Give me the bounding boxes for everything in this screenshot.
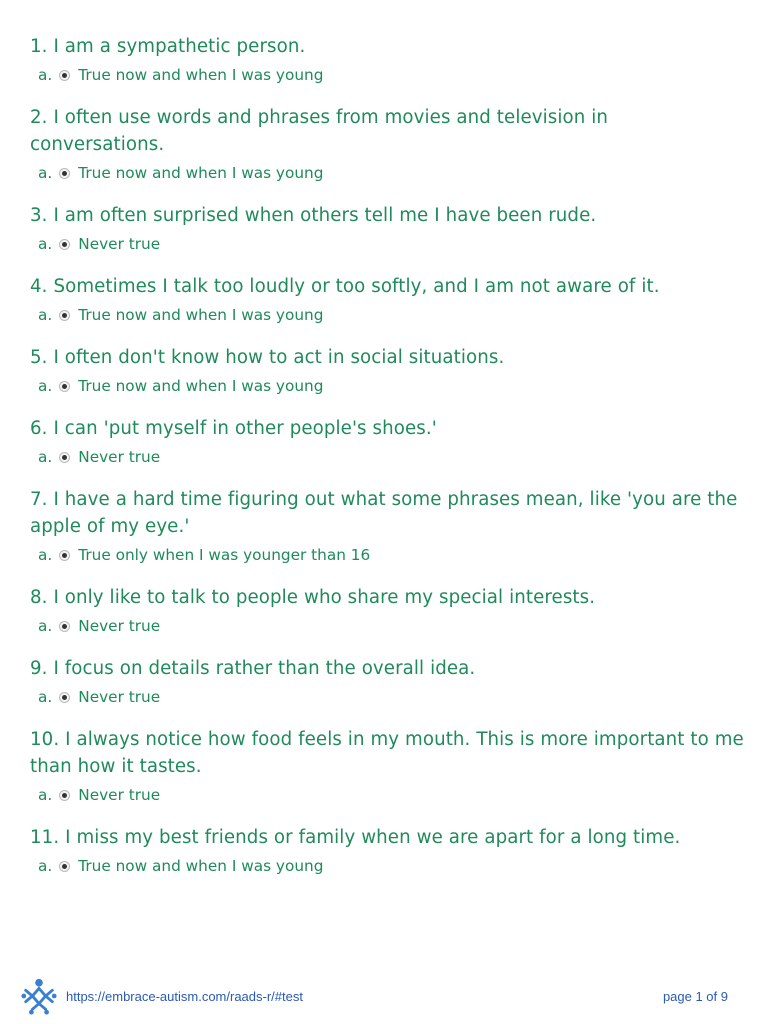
- question-item: [30, 415, 745, 468]
- question-label: Sometimes I talk too loudly or too softly, and I am not aware of it.: [53, 276, 660, 297]
- radio-dot-icon: [62, 171, 67, 176]
- question-item: [30, 726, 745, 806]
- radio-dot-icon: [62, 695, 67, 700]
- question-number: 4.: [30, 276, 48, 297]
- radio-dot-icon: [62, 624, 67, 629]
- answer-label: True now and when I was young: [78, 66, 324, 84]
- footer-url-link[interactable]: https://embrace-autism.com/raads-r/#test: [66, 988, 303, 1004]
- radio-dot-icon: [62, 384, 67, 389]
- question-label: I only like to talk to people who share my special interests.: [53, 587, 596, 608]
- answer-label: Never true: [78, 235, 161, 253]
- answer-option[interactable]: [38, 375, 745, 397]
- question-item: [30, 486, 745, 566]
- answer-letter: a.: [38, 448, 53, 466]
- question-number: 3.: [30, 205, 48, 226]
- answer-letter: a.: [38, 546, 53, 564]
- question-text: [30, 33, 745, 60]
- radio-selected-icon[interactable]: [59, 621, 70, 632]
- question-text: [30, 824, 745, 851]
- radio-selected-icon[interactable]: [59, 381, 70, 392]
- radio-selected-icon[interactable]: [59, 168, 70, 179]
- question-item: [30, 344, 745, 397]
- answer-letter: a.: [38, 164, 53, 182]
- question-item: [30, 202, 745, 255]
- question-item: [30, 584, 745, 637]
- answer-letter: a.: [38, 377, 53, 395]
- answer-option[interactable]: [38, 544, 745, 566]
- radio-selected-icon[interactable]: [59, 692, 70, 703]
- radio-selected-icon[interactable]: [59, 790, 70, 801]
- answer-letter: a.: [38, 617, 53, 635]
- question-label: I have a hard time figuring out what some phrases mean, like 'you are the apple of my eye.': [30, 489, 738, 537]
- question-number: 1.: [30, 36, 48, 57]
- question-label: I am a sympathetic person.: [53, 36, 306, 57]
- question-label: I can 'put myself in other people's shoes.': [53, 418, 437, 439]
- radio-dot-icon: [62, 313, 67, 318]
- answer-label: True now and when I was young: [78, 306, 324, 324]
- answer-label: Never true: [78, 786, 161, 804]
- question-list: [30, 33, 745, 895]
- question-label: I miss my best friends or family when we are apart for a long time.: [65, 827, 681, 848]
- question-text: [30, 104, 745, 158]
- radio-selected-icon[interactable]: [59, 310, 70, 321]
- radio-dot-icon: [62, 242, 67, 247]
- question-text: [30, 655, 745, 682]
- page-number: page 1 of 9: [662, 988, 728, 1004]
- radio-dot-icon: [62, 455, 67, 460]
- question-label: I often don't know how to act in social situations.: [53, 347, 505, 368]
- question-text: [30, 344, 745, 371]
- question-number: 5.: [30, 347, 48, 368]
- page-footer: [20, 976, 728, 1016]
- question-item: [30, 33, 745, 86]
- radio-selected-icon[interactable]: [59, 70, 70, 81]
- question-text: [30, 202, 745, 229]
- answer-label: Never true: [78, 617, 161, 635]
- radio-selected-icon[interactable]: [59, 861, 70, 872]
- question-number: 11.: [30, 827, 60, 848]
- answer-option[interactable]: [38, 446, 745, 468]
- embrace-autism-logo-icon: [20, 977, 58, 1015]
- answer-letter: a.: [38, 786, 53, 804]
- question-label: I always notice how food feels in my mouth. This is more important to me than how it tastes.: [30, 729, 744, 777]
- question-number: 2.: [30, 107, 48, 128]
- question-number: 10.: [30, 729, 60, 750]
- answer-letter: a.: [38, 857, 53, 875]
- answer-option[interactable]: [38, 686, 745, 708]
- radio-dot-icon: [62, 553, 67, 558]
- answer-label: True now and when I was young: [78, 377, 324, 395]
- answer-label: True now and when I was young: [78, 857, 324, 875]
- question-text: [30, 584, 745, 611]
- question-text: [30, 415, 745, 442]
- answer-letter: a.: [38, 306, 53, 324]
- answer-letter: a.: [38, 235, 53, 253]
- question-text: [30, 486, 745, 540]
- radio-selected-icon[interactable]: [59, 550, 70, 561]
- question-item: [30, 273, 745, 326]
- question-item: [30, 655, 745, 708]
- answer-label: True only when I was younger than 16: [78, 546, 371, 564]
- question-text: [30, 273, 745, 300]
- question-number: 9.: [30, 658, 48, 679]
- question-number: 7.: [30, 489, 48, 510]
- answer-option[interactable]: [38, 304, 745, 326]
- question-item: [30, 104, 745, 184]
- question-number: 8.: [30, 587, 48, 608]
- radio-dot-icon: [62, 793, 67, 798]
- question-label: I often use words and phrases from movies and television in conversations.: [30, 107, 609, 155]
- answer-option[interactable]: [38, 615, 745, 637]
- answer-option[interactable]: [38, 233, 745, 255]
- question-label: I focus on details rather than the overall idea.: [53, 658, 476, 679]
- question-number: 6.: [30, 418, 48, 439]
- radio-dot-icon: [62, 73, 67, 78]
- answer-option[interactable]: [38, 64, 745, 86]
- answer-label: True now and when I was young: [78, 164, 324, 182]
- answer-letter: a.: [38, 66, 53, 84]
- answer-letter: a.: [38, 688, 53, 706]
- answer-label: Never true: [78, 448, 161, 466]
- answer-label: Never true: [78, 688, 161, 706]
- question-label: I am often surprised when others tell me I have been rude.: [53, 205, 597, 226]
- radio-dot-icon: [62, 864, 67, 869]
- answer-option[interactable]: [38, 162, 745, 184]
- radio-selected-icon[interactable]: [59, 239, 70, 250]
- radio-selected-icon[interactable]: [59, 452, 70, 463]
- answer-option[interactable]: [38, 784, 745, 806]
- answer-option[interactable]: [38, 855, 745, 877]
- question-text: [30, 726, 745, 780]
- question-item: [30, 824, 745, 877]
